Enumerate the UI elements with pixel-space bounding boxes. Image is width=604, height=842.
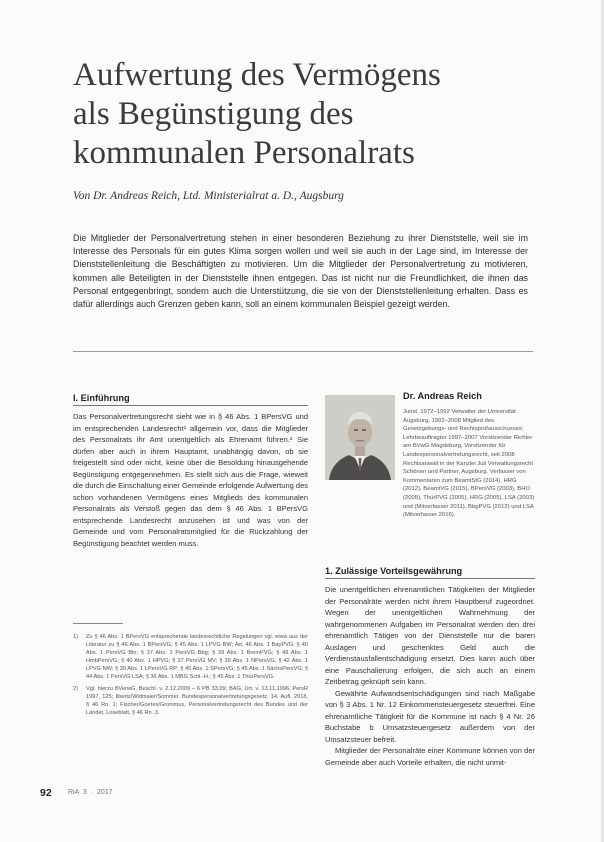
footnotes	[73, 634, 308, 723]
footnote-number: 1)	[73, 634, 78, 640]
vorteilsgewaehrung-text	[325, 584, 535, 768]
section-divider	[73, 351, 533, 352]
footnote	[73, 634, 308, 681]
intro-paragraph: Die Mitglieder der Personalvertretung stehen in einer besonderen Beziehung zu ihrer Dienststelle, weil sie im Interesse des Personals für ein gutes Klima sorgen wollen und weil sie auch in der Lage sind, im Interesse der Dienststellenleitung die Beschäftigten zu motivieren. Um die Mitglieder der Personalvertretung zu motivieren, kommen alle Beteiligten in der Dienststelle ihnen entgegen. Das ist nicht nur die Freundlichkeit, die ihnen das Personal entgegenbringt, sondern auch die Unterstützung, die sie von der Dienststellenleitung erhalten. Dass es dafür allerdings auch Grenzen geben kann, soll an einem kommunalen Beispiel gezeigt werden.	[73, 233, 528, 310]
title-line-1: Aufwertung des Vermögens	[73, 57, 441, 93]
author-portrait-image	[325, 395, 395, 480]
author-byline: Von Dr. Andreas Reich, Ltd. Ministerialrat a. D., Augsburg	[73, 190, 344, 202]
footnote-divider	[73, 623, 123, 624]
article-title	[73, 56, 543, 173]
section-heading-rule	[325, 578, 535, 579]
page-number: 92	[40, 787, 52, 799]
journal-reference: RiA 3 · 2017	[68, 789, 113, 796]
paragraph: Mitglieder der Personalräte einer Kommune können von der Gemeinde aber auch Vorteile erhalten, die nicht unmit-	[325, 746, 535, 767]
section-heading-rule	[73, 405, 308, 406]
author-photo	[325, 395, 395, 480]
footnote-number: 2)	[73, 686, 78, 693]
section-heading-einfuehrung: I. Einführung	[73, 393, 130, 403]
paragraph: Gewährte Aufwandsentschädigungen sind nach Maßgabe von § 3 Abs. 1 Nr. 12 Einkommensteuergesetz steuerfrei. Eine ehrenamtliche Tätigkeit für die Kommune ist nach § 4 Nr. 26 Buchstabe b Umsatzsteuergesetz außerdem von der Umsatzsteuer befreit.	[325, 688, 535, 744]
paragraph: Die unentgeltlichen ehrenamtlichen Tätigkeiten der Mitglieder der Personalräte werden nicht ihrem Hauptberuf zugeordnet. Wegen der unentgeltlichen Wahrnehmung der wahrgenommenen Aufgaben im Personalrat werden den drei ehrenamtlich Tätigen von der Dienststelle nur die baren Auslagen und geschenktes Geld auch die Verdienstausfallentschädigung ersetzt. Dies kann auch über eine Pauschalierung erfolgen, die sich auch an einem Zeitbetrag geknüpft sein kann.	[325, 585, 535, 686]
section-heading-vorteilsgewaehrung: 1. Zulässige Vorteilsgewährung	[325, 566, 463, 576]
title-line-2: als Begünstigung des	[73, 96, 354, 132]
footnote	[73, 686, 308, 718]
einfuehrung-text: Das Personalvertretungsrecht sieht wie in § 46 Abs. 1 BPersVG und im entsprechenden Landesrecht¹ allgemein vor, dass die Mitglieder des Personalrats ihr Amt unentgeltlich als Ehrenamt führen.² Sie dürfen aber auch in ihrem Hauptamt, unabhängig davon, ob sie freigestellt sind oder nicht, keine über die Besoldung hinausgehende Begünstigung entgegennehmen. Es stellt sich aus die Frage, wieweit die durch die Einschaltung einer Gemeinde erfolgende Aufwertung des schon vorhandenen Vermögens eines Mitglieds des kommunalen Personalrats als Verstoß gegen das dem § 46 Abs. 1 BPersVG entsprechende Landesrecht anzusehen ist und was von der Gemeinde und vom Personalratsmitglied für die Rückzahlung der Begünstigung beachtet werden muss.	[73, 412, 308, 548]
author-bio: Jurist, 1972–1992 Verwalter der Universität Augsburg, 1992–2008 Mitglied des Gesetzgebungs- und Rechtsprüfausschusses; Lehrbeauftragter 1997–2007 Vorsitzender Richter am BVwG Magdeburg, Vorsitzender für Landespersonalvertretungsrecht, seit 2008 Rechtsanwalt in der Kanzlei Juli Verwaltungsrecht Schönen und Partner, Augsburg. Verfasser von Kommentaren zum BeamtStG (2014), HRG (2012), BeamtVG (2015), BPersVG (2003), BHO (2005), ThürPVG (2005), HRG (2005), LSA (2003) und (Mitverfasser 2011), BbgPVG (2012) und LSA (Mitverfasser 2016).	[403, 409, 535, 519]
footnote-text: Vgl. hierzu BVerwG, Beschl. v. 2.12.2009 – 6 PB 33.09; BAG, Urt. v. 13.11.1996, PersR 1997, 125; Ilbertz/Widmaier/Sommer, Bundespersonalvertretungsgesetz, 14. Aufl. 2018, § 46 Rn. 1; Fischer/Goeres/Gronimus, Personalvertretungsrecht des Bundes und der Länder, Loseblatt, § 46 Rn. 3.	[86, 686, 308, 717]
title-line-3: kommunalen Personalrats	[73, 135, 415, 171]
author-name: Dr. Andreas Reich	[403, 391, 482, 401]
footnote-text: Zu § 46 Abs. 1 BPersVG entsprechende landesrechtliche Regelungen vgl. etwa aus der Literatur zu § 46 Abs. 1 BPersVG; § 45 Abs. 1 LPVG BW; Art. 46 Abs. 1 BayPVG; § 40 Abs. 1 PersVG Bln; § 37 Abs. 1 PersVG Bbg; § 39 Abs. 1 BremPVG; § 49 Abs. 1 HmbPersVG; § 40 Abs. 1 HPVG; § 37 PersVG MV; § 39 Abs. 1 NPersVG; § 42 Abs. 1 LPVG NW; § 39 Abs. 1 LPersVG RP; § 45 Abs. 1 SPersVG; § 45 Abs. 1 SächsPersVG; § 44 Abs. 1 PersVG LSA; § 36 Abs. 1 MBG Schl.-H.; § 45 Abs. 1 ThürPersVG.	[86, 634, 308, 680]
